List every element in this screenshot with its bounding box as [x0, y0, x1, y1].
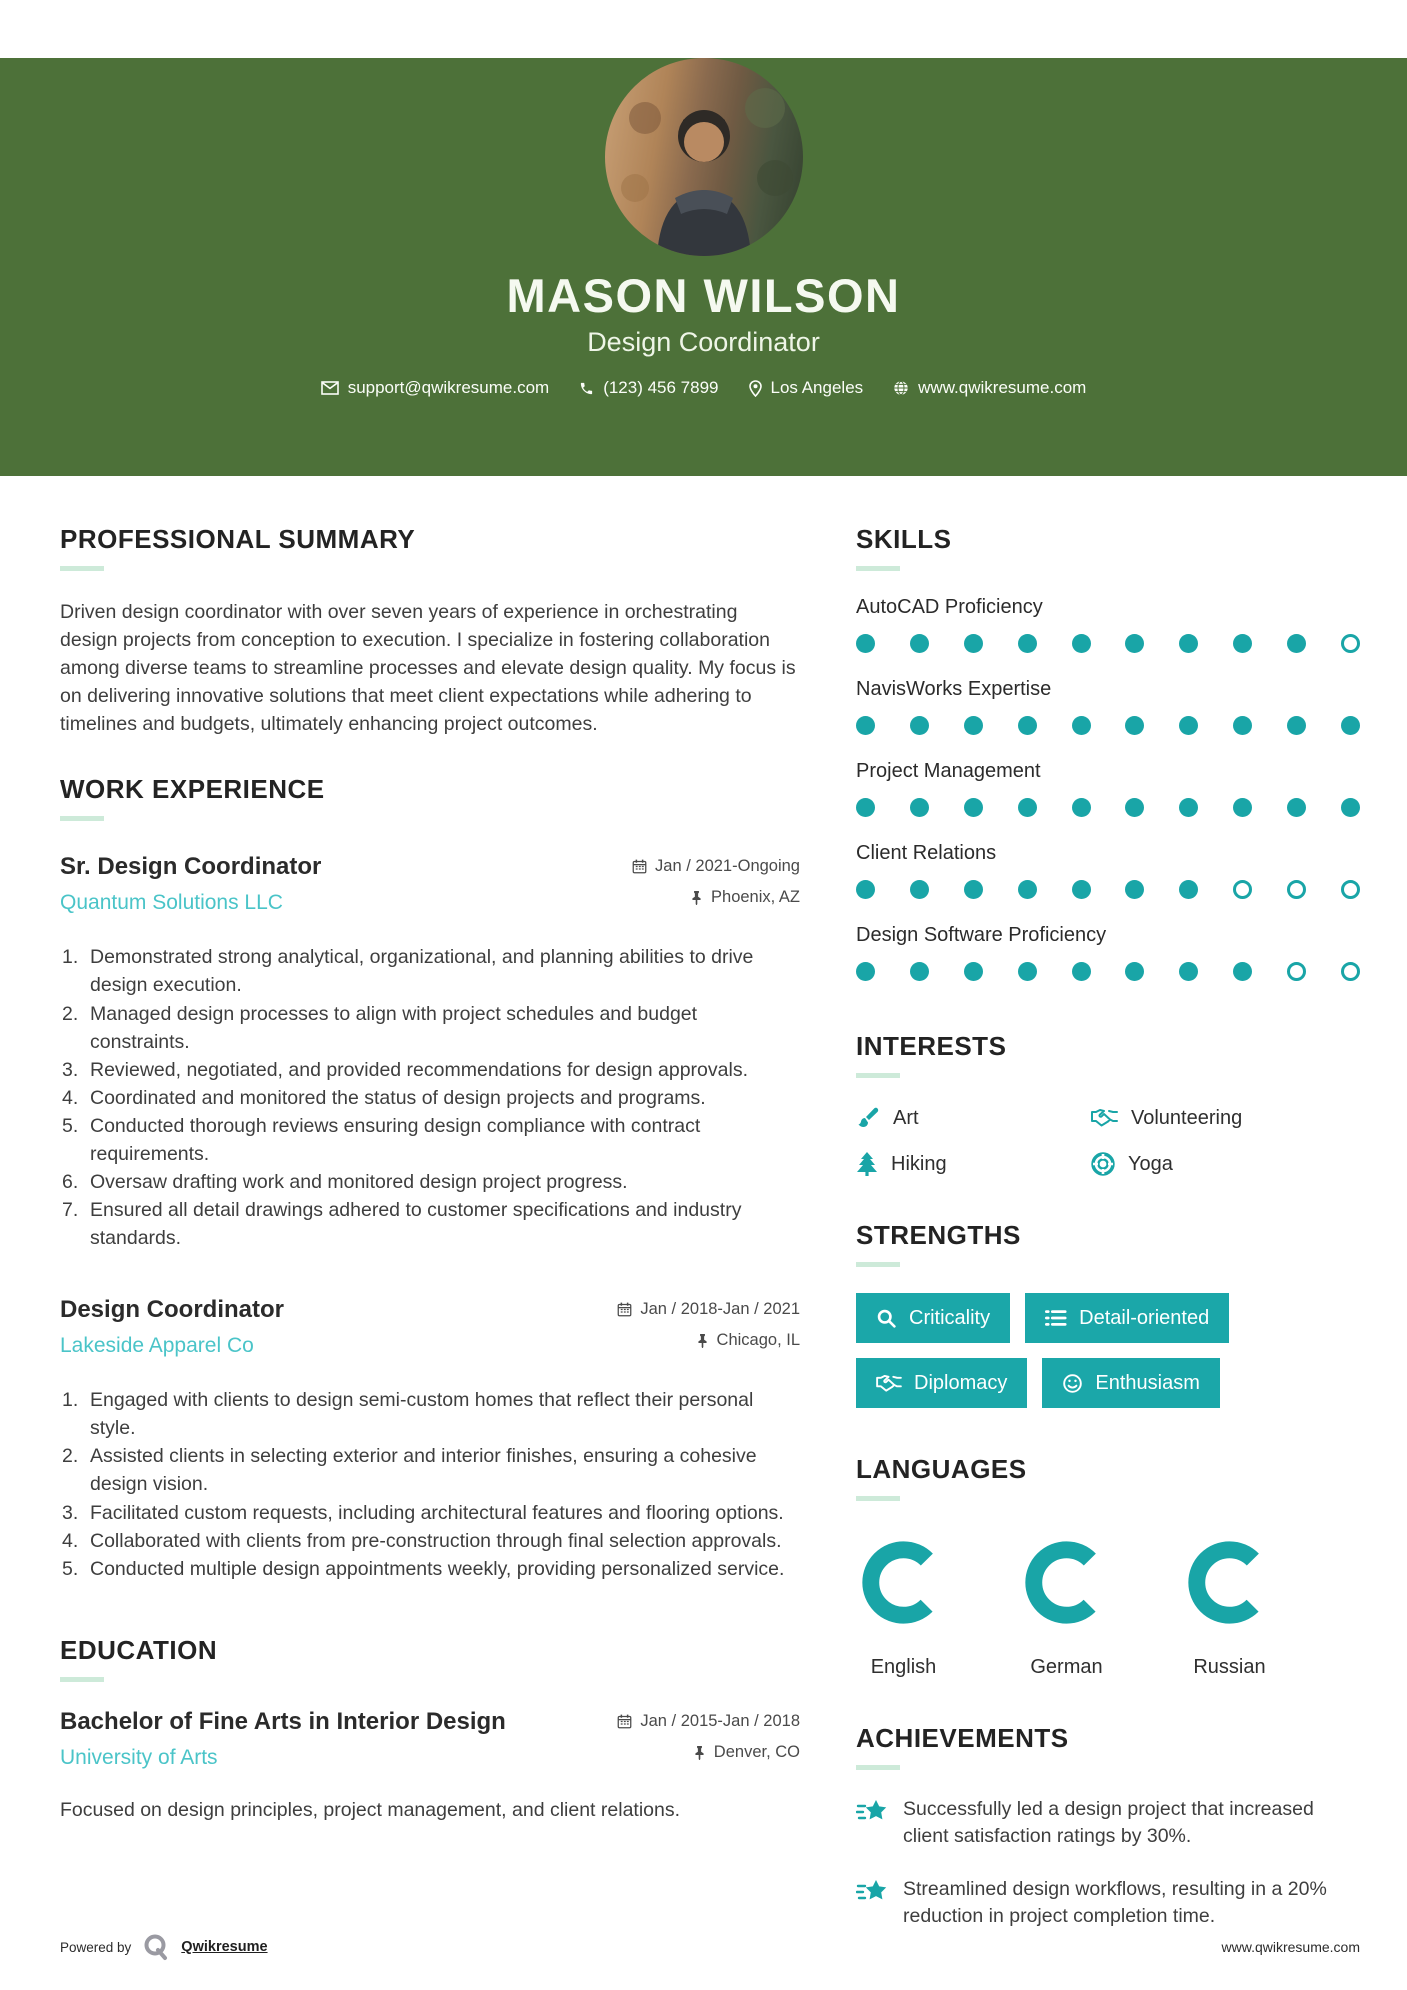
- contact-email-text: support@qwikresume.com: [347, 378, 550, 397]
- skill-dot: [1018, 634, 1037, 653]
- skill-dot: [910, 880, 929, 899]
- interest-volunteering: [1091, 1106, 1360, 1130]
- skill-item: [856, 678, 1360, 735]
- education-date: Jan / 2015-Jan / 2018: [617, 1712, 800, 1731]
- job-company: Quantum Solutions LLC: [60, 891, 283, 915]
- smiley-icon: [1062, 1373, 1083, 1394]
- job-bullet-list: [60, 1386, 800, 1583]
- languages-heading: LANGUAGES: [856, 1454, 1027, 1484]
- skill-dot: [964, 634, 983, 653]
- skill-dot: [1341, 962, 1360, 981]
- skill-dot: [1072, 962, 1091, 981]
- summary-text: Driven design coordinator with over seven years of experience in orchestrating design projects from conception to execution. I specialize in fostering collaboration among diverse teams to streamline processes and elevate design quality. My focus is on delivering innovative solutions that meet client expectations while adhering to timelines and budgets, ultimately enhancing project outcomes.: [60, 601, 796, 736]
- job-entry: [60, 853, 800, 1252]
- skill-dot: [1287, 962, 1306, 981]
- skill-dot: [1018, 798, 1037, 817]
- strength-label: Detail-oriented: [1079, 1306, 1210, 1329]
- achievements-heading: ACHIEVEMENTS: [856, 1723, 1069, 1753]
- skill-dot: [1179, 716, 1198, 735]
- achievement-item: [856, 1796, 1360, 1850]
- strength-chip-criticality: [856, 1293, 1010, 1343]
- job-bullet: Collaborated with clients from pre-construction through final selection approvals.: [90, 1529, 782, 1552]
- shooting-star-icon: [856, 1878, 888, 1906]
- skill-item: [856, 842, 1360, 899]
- job-date: Jan / 2021-Ongoing: [632, 857, 800, 876]
- skill-name: NavisWorks Expertise: [856, 678, 1052, 700]
- profile-photo-illustration: [605, 58, 803, 256]
- summary-heading: PROFESSIONAL SUMMARY: [60, 524, 416, 554]
- pushpin-icon: [696, 1333, 709, 1348]
- strength-chip-enthusiasm: [1042, 1358, 1220, 1408]
- skill-dot: [1179, 798, 1198, 817]
- globe-icon: [893, 380, 909, 396]
- skill-dot: [1233, 716, 1252, 735]
- interest-art: [856, 1106, 1091, 1130]
- job-location: Phoenix, AZ: [632, 888, 800, 907]
- skill-item: [856, 596, 1360, 653]
- achievement-text: Successfully led a design project that increased client satisfaction ratings by 30%.: [903, 1798, 1314, 1847]
- section-work-experience: [60, 774, 800, 1582]
- skill-rating: [856, 880, 1360, 899]
- map-pin-icon: [749, 380, 762, 397]
- main-content: [0, 476, 1407, 1930]
- work-heading: WORK EXPERIENCE: [60, 774, 325, 805]
- qwikresume-logo-icon: [141, 1932, 171, 1962]
- section-languages: [856, 1454, 1360, 1679]
- language-item: [1182, 1535, 1277, 1679]
- skill-rating: [856, 634, 1360, 653]
- skill-dot: [1341, 880, 1360, 899]
- contact-row: [0, 378, 1407, 398]
- section-underline: [856, 1496, 900, 1501]
- skill-dot: [1179, 634, 1198, 653]
- candidate-title: Design Coordinator: [587, 327, 820, 357]
- left-column: [60, 476, 800, 1930]
- section-underline: [856, 1262, 900, 1267]
- skill-dot: [1018, 880, 1037, 899]
- job-date: Jan / 2018-Jan / 2021: [617, 1300, 800, 1319]
- skill-dot: [1233, 880, 1252, 899]
- strength-label: Diplomacy: [914, 1371, 1008, 1394]
- skill-dot: [910, 798, 929, 817]
- contact-website[interactable]: [893, 378, 1086, 398]
- skill-dot: [1125, 962, 1144, 981]
- skill-dot: [1072, 716, 1091, 735]
- skill-name: Project Management: [856, 760, 1041, 782]
- skill-name: Client Relations: [856, 842, 997, 864]
- job-title: Design Coordinator: [60, 1296, 285, 1324]
- skill-dot: [1072, 798, 1091, 817]
- skill-dot: [1287, 798, 1306, 817]
- skill-item: [856, 760, 1360, 817]
- powered-by-label: Powered by: [60, 1939, 132, 1955]
- skills-heading: SKILLS: [856, 524, 952, 554]
- section-strengths: [856, 1220, 1360, 1408]
- skill-dot: [1341, 634, 1360, 653]
- shooting-star-icon: [856, 1798, 888, 1826]
- job-bullet: Facilitated custom requests, including architectural features and flooring options.: [90, 1501, 784, 1524]
- skill-rating: [856, 798, 1360, 817]
- skill-rating: [856, 716, 1360, 735]
- contact-website-text: www.qwikresume.com: [918, 378, 1087, 397]
- education-heading: EDUCATION: [60, 1634, 218, 1665]
- job-bullet: Assisted clients in selecting exterior and interior finishes, ensuring a cohesive design vision.: [90, 1445, 757, 1496]
- handshake-icon: [876, 1374, 902, 1393]
- skill-dot: [1233, 634, 1252, 653]
- strengths-heading: STRENGTHS: [856, 1220, 1021, 1250]
- skill-dot: [964, 962, 983, 981]
- skill-dot: [856, 716, 875, 735]
- pine-tree-icon: [856, 1152, 878, 1176]
- job-bullet: Oversaw drafting work and monitored design project progress.: [90, 1171, 628, 1194]
- calendar-icon: [617, 1714, 632, 1729]
- job-location: Chicago, IL: [617, 1331, 800, 1350]
- job-bullet: Reviewed, negotiated, and provided recommendations for design approvals.: [90, 1058, 748, 1081]
- skill-dot: [1341, 716, 1360, 735]
- skill-dot: [910, 634, 929, 653]
- skill-dot: [1179, 962, 1198, 981]
- job-entry: [60, 1296, 800, 1583]
- skill-dot: [1179, 880, 1198, 899]
- job-bullet: Ensured all detail drawings adhered to customer specifications and industry standards.: [90, 1199, 742, 1250]
- skill-dot: [1125, 880, 1144, 899]
- job-bullet: Coordinated and monitored the status of design projects and programs.: [90, 1086, 706, 1109]
- skill-name: Design Software Proficiency: [856, 924, 1107, 946]
- section-professional-summary: [60, 524, 800, 738]
- section-underline: [60, 566, 104, 571]
- strength-chip-diplomacy: [856, 1358, 1027, 1408]
- skill-item: [856, 924, 1360, 981]
- job-bullet: Engaged with clients to design semi-custom homes that reflect their personal style.: [90, 1389, 754, 1440]
- section-education: [60, 1635, 800, 1824]
- lifebuoy-icon: [1091, 1152, 1115, 1176]
- pushpin-icon: [690, 890, 703, 905]
- language-item: [856, 1535, 951, 1679]
- language-donut-chart: [856, 1535, 951, 1630]
- job-bullet: Managed design processes to align with project schedules and budget constraints.: [90, 1002, 698, 1053]
- achievement-text: Streamlined design workflows, resulting in a 20% reduction in project completion time.: [903, 1877, 1327, 1927]
- interest-label: Yoga: [1128, 1152, 1173, 1175]
- interest-label: Volunteering: [1131, 1106, 1243, 1129]
- skill-dot: [1233, 962, 1252, 981]
- section-skills: [856, 524, 1360, 981]
- job-company: Lakeside Apparel Co: [60, 1334, 254, 1358]
- skill-dot: [856, 880, 875, 899]
- section-underline: [60, 816, 104, 821]
- section-underline: [856, 1765, 900, 1770]
- language-label: Russian: [1193, 1656, 1266, 1678]
- header-band: [0, 58, 1407, 476]
- degree-title: Bachelor of Fine Arts in Interior Design: [60, 1707, 506, 1735]
- footer-website: www.qwikresume.com: [1221, 1939, 1360, 1955]
- calendar-icon: [617, 1302, 632, 1317]
- interest-label: Art: [893, 1106, 919, 1129]
- language-donut-chart: [1182, 1535, 1277, 1630]
- skill-dot: [1125, 798, 1144, 817]
- skill-rating: [856, 962, 1360, 981]
- footer: [60, 1932, 1360, 1962]
- pushpin-icon: [693, 1745, 706, 1760]
- skill-dot: [964, 716, 983, 735]
- magnifier-icon: [876, 1308, 897, 1329]
- skill-dot: [1287, 880, 1306, 899]
- contact-phone: [579, 378, 718, 398]
- skill-dot: [1341, 798, 1360, 817]
- interest-hiking: [856, 1152, 1091, 1176]
- skill-dot: [1233, 798, 1252, 817]
- language-item: [1019, 1535, 1114, 1679]
- section-underline: [856, 566, 900, 571]
- language-label: German: [1030, 1656, 1103, 1678]
- calendar-icon: [632, 859, 647, 874]
- skill-dot: [1125, 716, 1144, 735]
- profile-photo: [605, 58, 803, 256]
- job-bullet-list: [60, 943, 800, 1252]
- envelope-icon: [321, 381, 339, 395]
- skill-dot: [856, 962, 875, 981]
- language-label: English: [870, 1656, 937, 1678]
- achievement-item: [856, 1876, 1360, 1930]
- interest-label: Hiking: [891, 1152, 947, 1175]
- skill-dot: [964, 798, 983, 817]
- skill-dot: [856, 634, 875, 653]
- interests-heading: INTERESTS: [856, 1031, 1007, 1061]
- strength-chip-detail-oriented: [1025, 1293, 1229, 1343]
- education-description: Focused on design principles, project management, and client relations.: [60, 1798, 681, 1821]
- interest-yoga: [1091, 1152, 1360, 1176]
- strength-label: Criticality: [909, 1306, 991, 1329]
- skill-dot: [1125, 634, 1144, 653]
- skill-dot: [910, 962, 929, 981]
- paintbrush-icon: [856, 1106, 880, 1130]
- strength-label: Enthusiasm: [1095, 1371, 1200, 1394]
- language-donut-chart: [1019, 1535, 1114, 1630]
- job-title: Sr. Design Coordinator: [60, 853, 322, 881]
- skill-dot: [964, 880, 983, 899]
- skill-dot: [1072, 634, 1091, 653]
- handshake-icon: [1091, 1108, 1118, 1128]
- skill-dot: [1072, 880, 1091, 899]
- skill-dot: [910, 716, 929, 735]
- skill-dot: [1287, 716, 1306, 735]
- candidate-name: MASON WILSON: [506, 269, 901, 322]
- contact-email[interactable]: [321, 378, 550, 398]
- section-interests: [856, 1031, 1360, 1176]
- school-name: University of Arts: [60, 1745, 218, 1769]
- section-underline: [60, 1677, 104, 1682]
- contact-location-text: Los Angeles: [770, 378, 864, 397]
- skill-dot: [1287, 634, 1306, 653]
- qwikresume-link[interactable]: Qwikresume: [181, 1939, 268, 1955]
- section-achievements: [856, 1723, 1360, 1930]
- right-column: [856, 476, 1360, 1930]
- skill-name: AutoCAD Proficiency: [856, 596, 1043, 618]
- list-icon: [1045, 1308, 1067, 1328]
- education-location: Denver, CO: [617, 1743, 800, 1762]
- contact-location: [749, 378, 864, 398]
- skill-dot: [856, 798, 875, 817]
- section-underline: [856, 1073, 900, 1078]
- phone-icon: [579, 381, 594, 396]
- skill-dot: [1018, 716, 1037, 735]
- job-bullet: Demonstrated strong analytical, organizational, and planning abilities to drive design execution.: [90, 946, 754, 997]
- job-bullet: Conducted multiple design appointments weekly, providing personalized service.: [90, 1557, 785, 1580]
- contact-phone-text: (123) 456 7899: [603, 378, 719, 397]
- job-bullet: Conducted thorough reviews ensuring design compliance with contract requirements.: [90, 1114, 701, 1165]
- skill-dot: [1018, 962, 1037, 981]
